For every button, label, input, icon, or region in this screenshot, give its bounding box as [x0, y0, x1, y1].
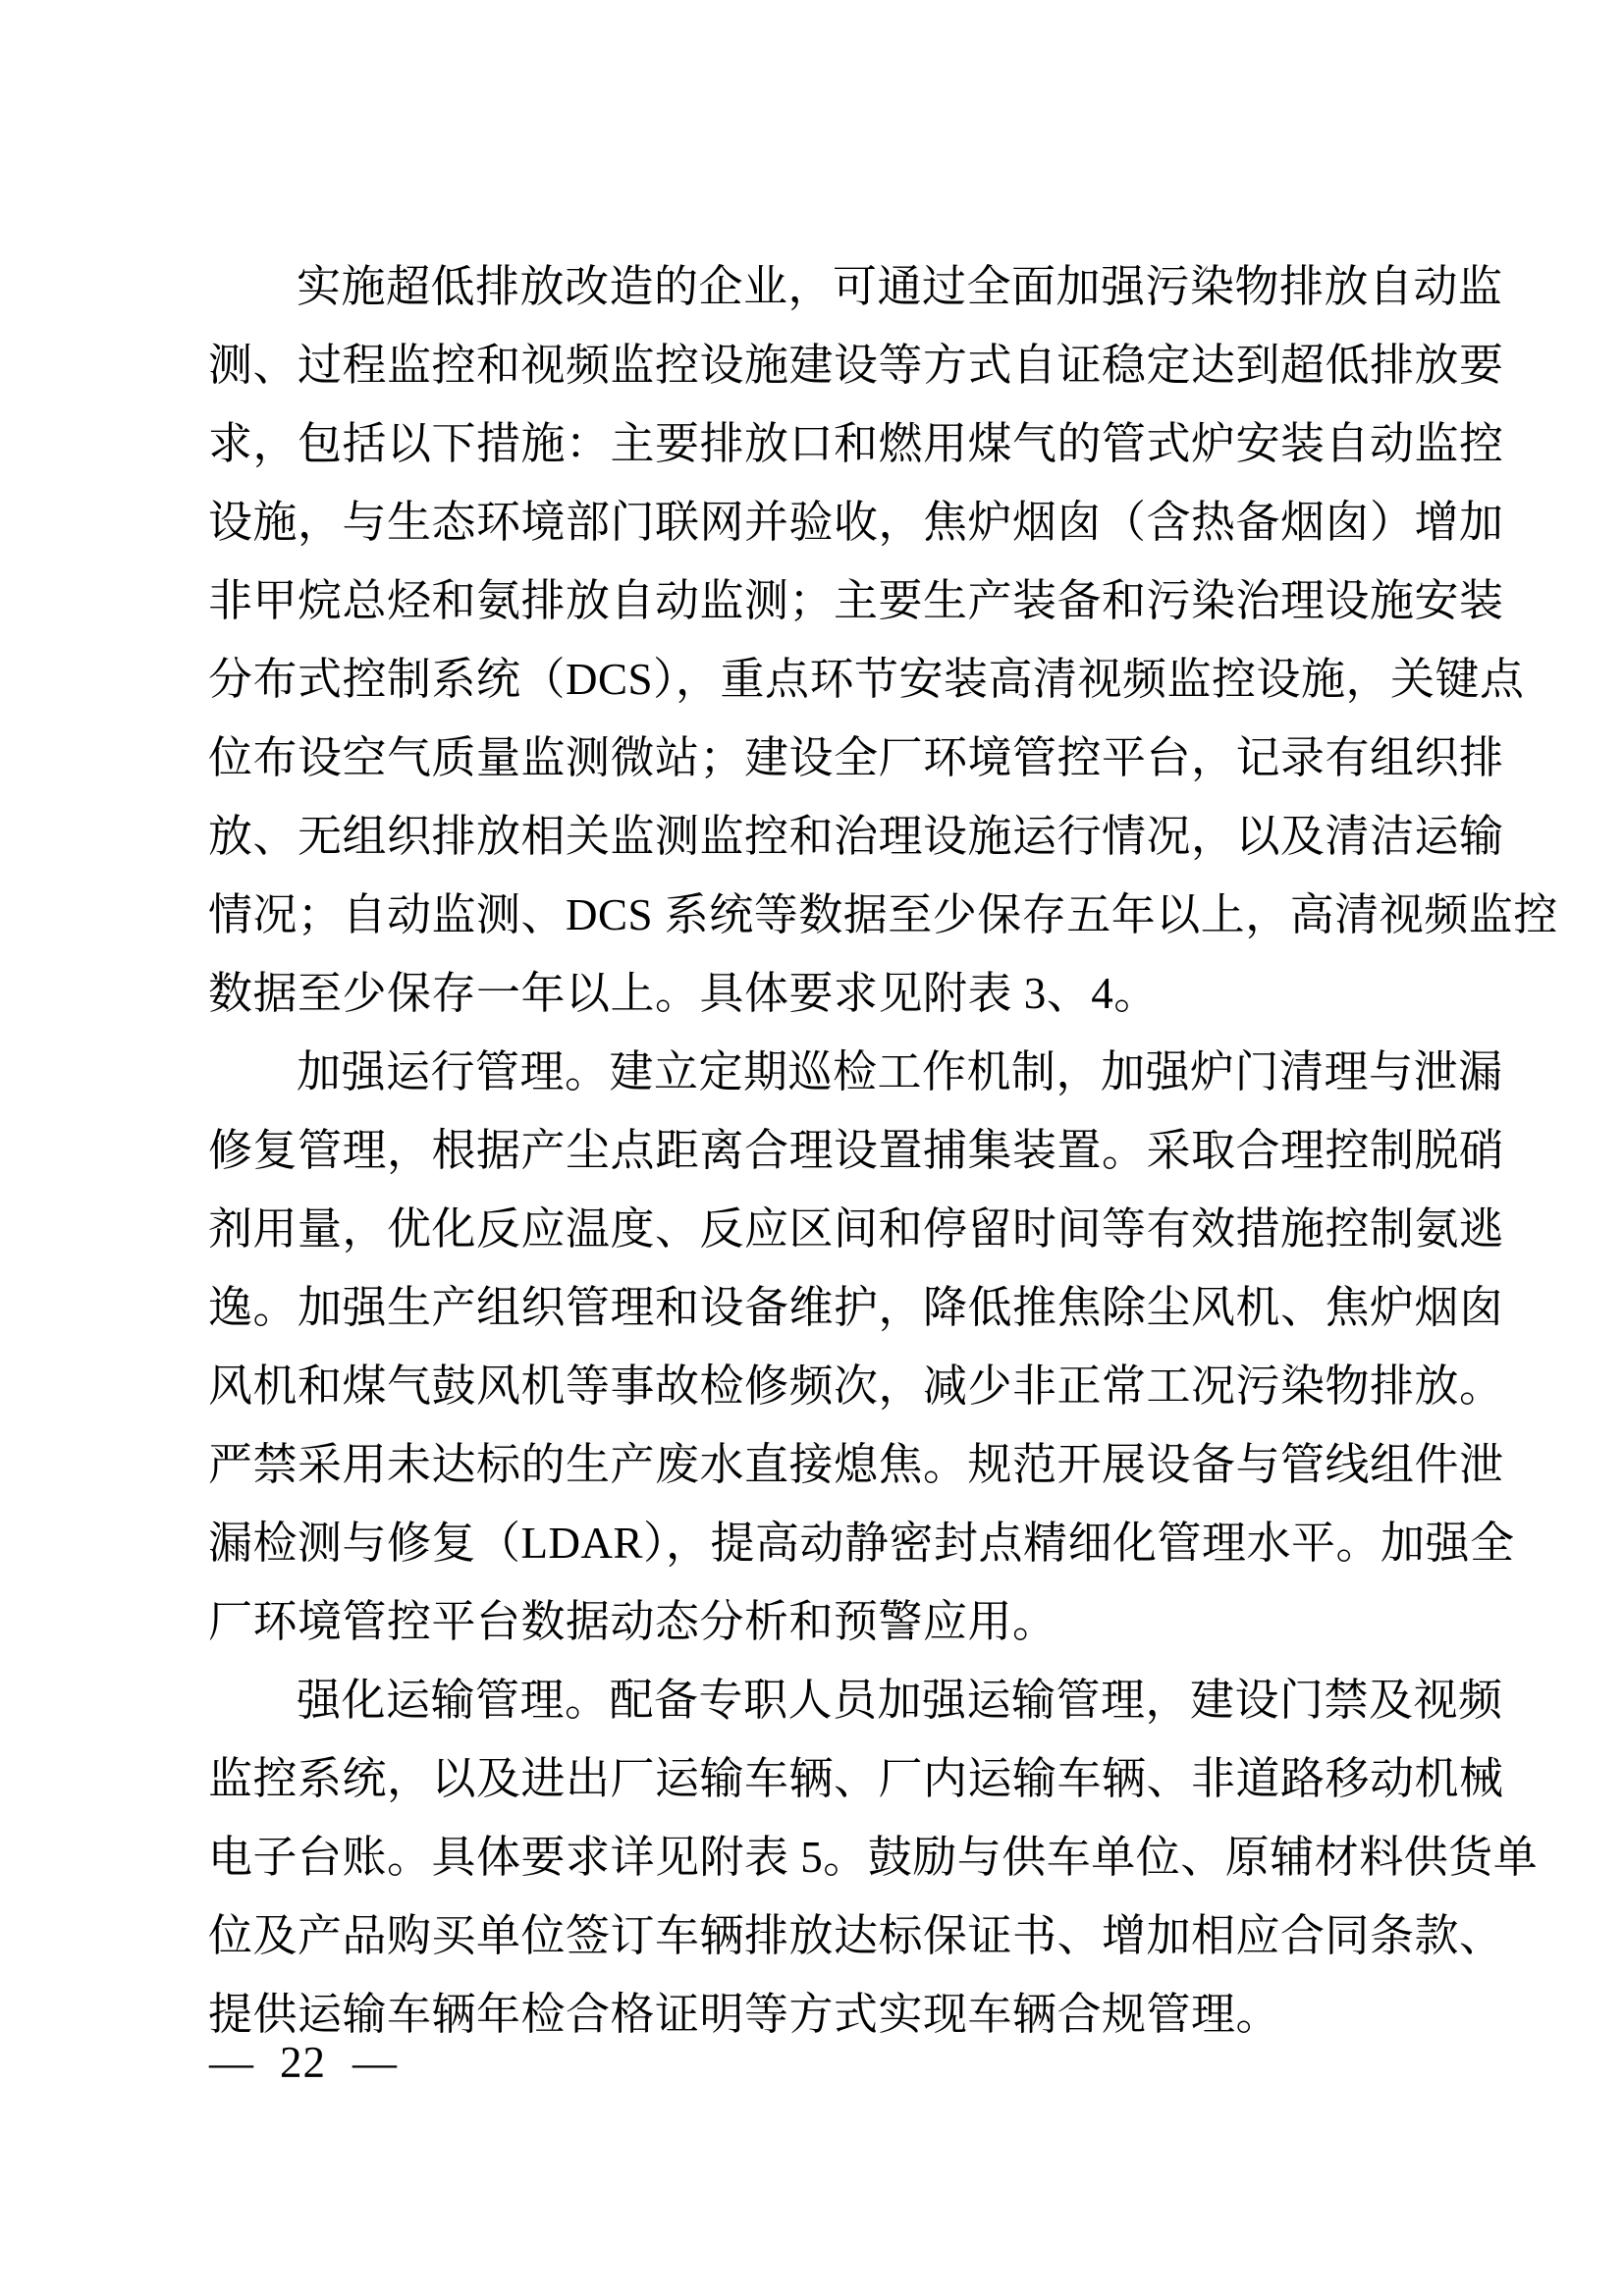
paragraph — [208, 247, 1558, 1033]
text-line: 求，包括以下措施：主要排放口和燃用煤气的管式炉安装自动监控 — [208, 419, 1504, 468]
paragraph — [208, 1033, 1515, 1661]
text-line: 监控系统，以及进出厂运输车辆、厂内运输车辆、非道路移动机械 — [208, 1754, 1504, 1803]
text-line: 电子台账。具体要求详见附表 5。鼓励与供车单位、原辅材料供货单 — [208, 1833, 1539, 1882]
document-body — [208, 247, 1558, 2054]
text-line: 实施超低排放改造的企业，可通过全面加强污染物排放自动监 — [297, 262, 1503, 311]
text-line: 位布设空气质量监测微站；建设全厂环境管控平台，记录有组织排 — [208, 733, 1504, 782]
text-line: 逸。加强生产组织管理和设备维护，降低推焦除尘风机、焦炉烟囱 — [208, 1283, 1504, 1332]
footer-page-number: 22 — [280, 2038, 326, 2087]
text-line: 数据至少保存一年以上。具体要求见附表 3、4。 — [208, 969, 1159, 1018]
text-line: 剂用量，优化反应温度、反应区间和停留时间等有效措施控制氨逃 — [208, 1204, 1504, 1254]
text-line: 测、过程监控和视频监控设施建设等方式自证稳定达到超低排放要 — [208, 341, 1504, 390]
footer-right-dash: — — [352, 2038, 397, 2087]
text-line: 风机和煤气鼓风机等事故检修频次，减少非正常工况污染物排放。 — [208, 1362, 1504, 1411]
page-footer — [209, 2038, 397, 2087]
footer-left-dash: — — [209, 2038, 253, 2087]
paragraph — [208, 1661, 1539, 2054]
text-line: 情况；自动监测、DCS 系统等数据至少保存五年以上，高清视频监控 — [208, 890, 1558, 939]
text-line: 加强运行管理。建立定期巡检工作机制，加强炉门清理与泄漏 — [297, 1047, 1503, 1096]
text-line: 强化运输管理。配备专职人员加强运输管理，建设门禁及视频 — [297, 1676, 1503, 1725]
text-line: 非甲烷总烃和氨排放自动监测；主要生产装备和污染治理设施安装 — [208, 576, 1504, 625]
text-line: 严禁采用未达标的生产废水直接熄焦。规范开展设备与管线组件泄 — [208, 1440, 1504, 1489]
text-line: 设施，与生态环境部门联网并验收，焦炉烟囱（含热备烟囱）增加 — [208, 498, 1504, 547]
text-line: 分布式控制系统（DCS），重点环节安装高清视频监控设施，关键点 — [208, 655, 1525, 704]
text-line: 位及产品购买单位签订车辆排放达标保证书、增加相应合同条款、 — [208, 1911, 1504, 1960]
text-line: 修复管理，根据产尘点距离合理设置捕集装置。采取合理控制脱硝 — [208, 1126, 1504, 1175]
text-line: 提供运输车辆年检合格证明等方式实现车辆合规管理。 — [208, 1990, 1281, 2039]
text-line: 厂环境管控平台数据动态分析和预警应用。 — [208, 1597, 1057, 1646]
text-line: 漏检测与修复（LDAR），提高动静密封点精细化管理水平。加强全 — [208, 1519, 1515, 1568]
text-line: 放、无组织排放相关监测监控和治理设施运行情况，以及清洁运输 — [208, 812, 1504, 861]
